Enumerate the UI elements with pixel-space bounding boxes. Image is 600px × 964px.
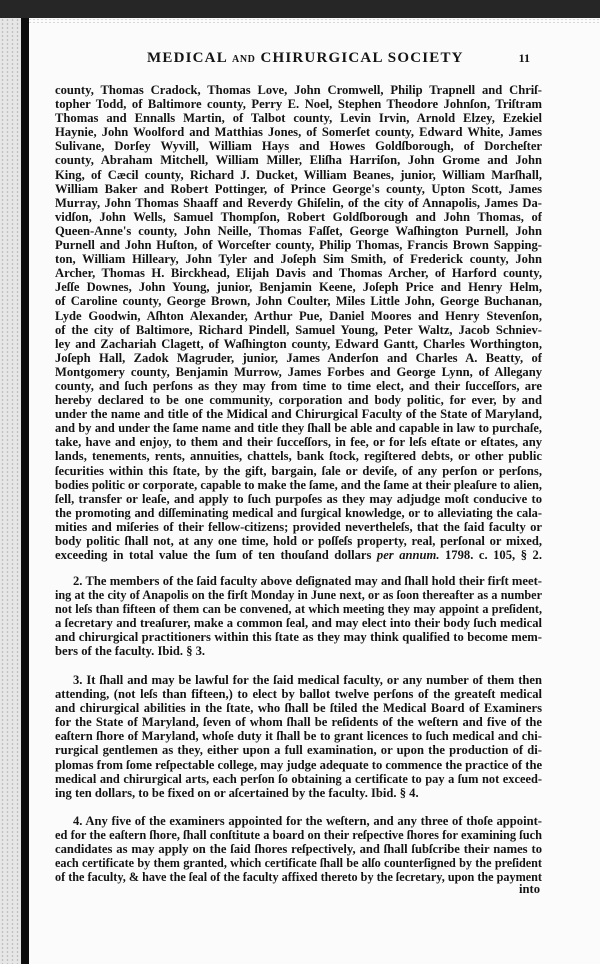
text-line: and chirurgical abilities in the ſtate, who ſhall be ſtiled the Medical Board of Examiners <box>55 701 542 716</box>
text-line: hereby declared to be one community, corporation and body politic, for ever, by and <box>55 393 542 408</box>
text-line: ing at the city of Anapolis on the firſt Monday in June next, or as ſoon thereafter as a number <box>55 588 542 603</box>
text-line: 3. It ſhall and may be lawful for the ſaid medical faculty, or any number of them then <box>73 673 542 687</box>
text-line: Archer, Thomas H. Birckhead, Elijah Davis and Thomas Archer, of Harford county, <box>55 266 542 281</box>
text-line: and chirurgical practitioners within this ſtate as they may think qualified to become mem- <box>55 630 542 645</box>
text-line: county, Abraham Mitchell, William Miller, Eliſha Harriſon, John Grome and John <box>55 153 542 168</box>
text-line: bodies politic or corporate, capable to make the ſame, and the ſame at their pleaſure to alien, <box>55 477 542 492</box>
scan-left-margin <box>0 18 21 964</box>
text-line: ſecurities within this ſtate, by the gift, bargain, ſale or deviſe, of any perſon or perſons, <box>55 463 542 478</box>
text-line: and by and under the ſame name and title they ſhall be able and capable in law to purchaſe, <box>55 421 542 436</box>
title-small-caps: AND <box>232 54 256 65</box>
page-number: 11 <box>518 51 530 65</box>
paragraph-1 <box>55 83 542 562</box>
text-line: ed for the eaſtern ſhore, ſhall conſtitute a board on their reſpective ſhores for examining ſuch <box>55 828 542 843</box>
text-segment: 1798. c. 105, § 2. <box>439 548 542 563</box>
text-line: 2. The members of the ſaid faculty above deſignated may and ſhall hold their firſt meet- <box>73 574 542 588</box>
text-line: rurgical gentlemen as they, either upon a full examination, or upon the production of di- <box>55 743 542 758</box>
text-line: Lyde Goodwin, Aſhton Alexander, Arthur Pue, Daniel Moores and Henry Stevenſon, <box>55 308 542 323</box>
title-part: MEDICAL <box>147 50 233 66</box>
paragraph-4 <box>55 814 542 884</box>
text-line: of the faculty, & have the ſeal of the faculty affixed thereto by the ſecretary, upon the payment <box>55 870 542 885</box>
text-line: 4. Any five of the examiners appointed for the weſtern, and any three of thoſe appoint- <box>73 814 542 828</box>
text-line: ing ten dollars, to be fixed on or aſcertained by the faculty. Ibid. § 4. <box>55 785 419 800</box>
text-line: King, of Cæcil county, Richard J. Ducket, William Beanes, junior, William Marſhall, <box>55 167 542 182</box>
text-line: of the city of Baltimore, Richard Pindell, Samuel Young, Peter Waltz, Jacob Schniev- <box>55 322 542 337</box>
text-line: the promoting and diſſeminating medical and ſurgical knowledge, or to alleviating the cala- <box>55 505 542 520</box>
paragraph-3 <box>55 673 542 800</box>
text-line: eaſtern ſhore of Maryland, whoſe duty it ſhall be to grant licences to ſuch medical and chi- <box>55 729 542 744</box>
text-line: county, and ſuch perſons as they may from time to time elect, and their ſucceſſors, are <box>55 378 542 393</box>
catchword: into <box>519 882 540 896</box>
text-line: ley and Zachariah Clagett, of Waſhington county, Edward Gantt, Charles Worthington, <box>55 336 542 351</box>
text-line: Haynie, John Woolford and Matthias Jones, of Somerſet county, Edward White, James <box>55 125 542 140</box>
text-segment: exceeding in total value the ſum of ten thouſand dollars <box>55 548 377 563</box>
text-line: each certificate by them granted, which certificate ſhall be alſo counterſigned by the preſident <box>55 856 542 871</box>
text-line: Joſeph Hall, Zadok Magruder, junior, James Anderſon and Charles A. Beatty, of <box>55 350 542 365</box>
text-line: county, Thomas Cradock, Thomas Love, John Cromwell, Philip Trapnell and Chriſ- <box>55 83 542 97</box>
text-line: Sulivane, Dorſey Wyvill, William Hays and Howes Goldſborough, of Dorcheſter <box>55 139 542 154</box>
text-line: attending, (not leſs than fifteen,) to elect by ballot twelve perſons of the greateſt medical <box>55 687 542 702</box>
text-line: Thomas and Ennalls Martin, of Talbot county, Levin Irvin, Arnold Elzey, Ezekiel <box>55 111 542 126</box>
text-line: of Caroline county, George Brown, John Coulter, Miles Little John, George Buchanan, <box>55 294 542 309</box>
text-line: take, have and enjoy, to them and their ſucceſſors, in fee, or for leſs eſtate or eſtates, any <box>55 435 542 450</box>
text-line: Jeſſe Downes, John Young, junior, Benjamin Keene, Joſeph Price and Henry Helm, <box>55 280 542 295</box>
text-line: mities and miſeries of their fellow-citizens; provided nevertheleſs, that the ſaid faculty or <box>55 519 542 534</box>
text-line: for the State of Maryland, ſeven of whom ſhall be reſidents of the weſtern and five of the <box>55 715 542 730</box>
running-title <box>147 50 464 67</box>
text-line: bers of the faculty. Ibid. § 3. <box>55 644 206 659</box>
text-line: candidates as may apply on the ſaid ſhores reſpectively, and ſhall ſubſcribe their names to <box>55 842 542 857</box>
text-line <box>55 548 542 562</box>
text-line: a ſecretary and treaſurer, make a common ſeal, and may elect into their body ſuch medical <box>55 616 542 631</box>
text-line: plomas from ſome reſpectable college, may judge adequate to commence the practice of the <box>55 757 542 772</box>
text-line: vidſon, John Wells, Samuel Thompſon, Robert Goldſborough and John Thomas, of <box>55 209 542 224</box>
scan-top-border <box>0 0 600 18</box>
italic-phrase: per annum. <box>376 548 440 563</box>
text-line: ſell, transfer or leaſe, and apply to ſuch purpoſes as they may adjudge moſt conducive to <box>55 491 542 506</box>
text-line: Murray, John Thomas Shaaff and Reverdy Ghiſelin, of the city of Annapolis, James Da- <box>55 195 542 210</box>
text-line: not leſs than fifteen of them can be convened, at which meeting they may appoint a preſident, <box>55 602 542 617</box>
text-line: Montgomery county, Benjamin Murrow, James Forbes and George Lynn, of Allegany <box>55 364 542 379</box>
title-part: CHIRURGICAL SOCIETY <box>255 50 464 66</box>
scan-noise <box>0 18 600 24</box>
text-line: William Baker and Robert Pottinger, of Prince George's county, Upton Scott, James <box>55 181 542 196</box>
running-header <box>55 50 542 68</box>
text-line: topher Todd, of Baltimore county, Perry E. Noel, Stephen Theodore Johnſon, Triſtram <box>55 97 542 112</box>
text-line: lands, tenements, rents, annuities, chattels, bank ſtock, regiſtered debts, or other public <box>55 449 542 464</box>
text-line: medical and chirurgical arts, each perſon ſo obtaining a certificate to pay a ſum not exceed- <box>55 771 542 786</box>
text-line: Queen-Anne's county, John Neille, Thomas Faſſet, George Waſhington Purnell, John <box>55 223 542 238</box>
book-spine-shadow <box>21 18 29 964</box>
text-line: Purnell and John Huſton, of Worceſter county, Philip Thomas, Francis Brown Sapping- <box>55 238 542 253</box>
text-line: ton, William Hilleary, John Tyler and Joſeph Sim Smith, of Frederick county, John <box>55 252 542 267</box>
paragraph-2 <box>55 574 542 659</box>
text-line: under the name and title of the Midical and Chirurgical Faculty of the State of Maryland, <box>55 407 542 422</box>
text-line: body politic ſhall not, at any one time, hold or poſſeſs property, real, perſonal or mixed, <box>55 534 542 548</box>
